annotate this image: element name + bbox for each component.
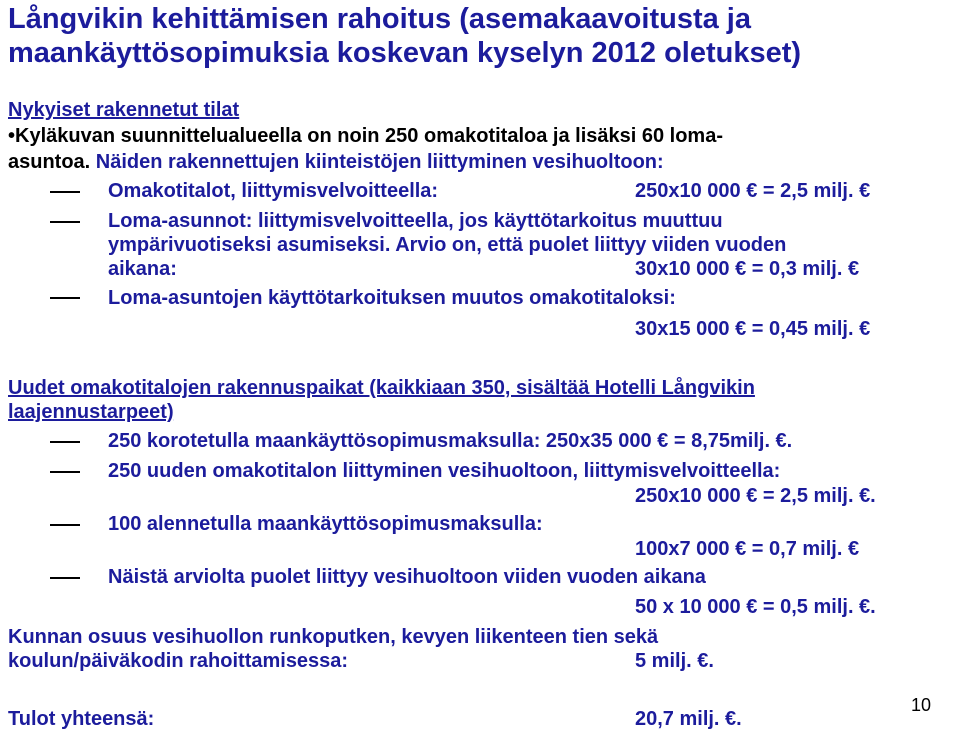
municipality-line1: Kunnan osuus vesihuollon runkoputken, kevyen liikenteen tien sekä [8, 626, 659, 648]
new-plots-item2-line1: 250 uuden omakotitalon liittyminen vesihuoltoon, liittymisvelvoitteella: [108, 460, 781, 482]
existing-item2-value: 30x10 000 € = 0,3 milj. € [635, 258, 860, 280]
bullet-dash [50, 297, 80, 299]
existing-item2-line2: ympärivuotiseksi asumiseksi. Arvio on, että puolet liittyy viiden vuoden [108, 234, 787, 256]
slide-title-line2: maankäyttösopimuksia koskevan kyselyn 2012 oletukset) [8, 37, 802, 69]
bullet-dash [50, 577, 80, 579]
municipality-line2: koulun/päiväkodin rahoittamisessa: [8, 650, 349, 672]
slide-title-line1: Långvikin kehittämisen rahoitus (asemakaavoitusta ja [8, 3, 751, 35]
existing-heading: Nykyiset rakennetut tilat [8, 99, 240, 121]
municipality-value: 5 milj. €. [635, 650, 714, 672]
existing-item1-value: 250x10 000 € = 2,5 milj. € [635, 180, 871, 202]
bullet-dash [50, 191, 80, 193]
new-plots-item3-value: 100x7 000 € = 0,7 milj. € [635, 538, 860, 560]
new-plots-item4-value: 50 x 10 000 € = 0,5 milj. €. [635, 596, 876, 618]
page-number: 10 [911, 695, 932, 715]
total-label: Tulot yhteensä: [8, 708, 155, 730]
existing-intro-line2-start: asuntoa. [8, 151, 91, 173]
existing-intro-line2-end: Näiden rakennettujen kiinteistöjen liittyminen vesihuoltoon: [90, 151, 664, 173]
new-plots-heading-line2: laajennustarpeet) [8, 401, 174, 423]
bullet-dash [50, 221, 80, 223]
existing-item2-line1: Loma-asunnot: liittymisvelvoitteella, jos käyttötarkoitus muuttuu [108, 210, 723, 232]
existing-item2-line3: aikana: [108, 258, 177, 280]
bullet-dash [50, 441, 80, 443]
existing-item3-value: 30x15 000 € = 0,45 milj. € [635, 318, 871, 340]
new-plots-heading-line1: Uudet omakotitalojen rakennuspaikat (kaikkiaan 350, sisältää Hotelli Långvikin [8, 377, 755, 399]
existing-intro-line1: •Kyläkuvan suunnittelualueella on noin 250 omakotitaloa ja lisäksi 60 loma- [8, 125, 723, 147]
new-plots-item4-line1: Näistä arviolta puolet liittyy vesihuoltoon viiden vuoden aikana [108, 566, 706, 588]
new-plots-item2-value: 250x10 000 € = 2,5 milj. €. [635, 485, 876, 507]
total-value: 20,7 milj. €. [635, 708, 742, 730]
existing-item1-label: Omakotitalot, liittymisvelvoitteella: [108, 180, 439, 202]
existing-item3-line1: Loma-asuntojen käyttötarkoituksen muutos omakotitaloksi: [108, 287, 676, 309]
existing-intro-line2 [8, 150, 664, 174]
bullet-dash [50, 524, 80, 526]
new-plots-item1: 250 korotetulla maankäyttösopimusmaksulla: 250x35 000 € = 8,75milj. €. [108, 430, 793, 452]
bullet-dash [50, 471, 80, 473]
new-plots-item3-line1: 100 alennetulla maankäyttösopimusmaksulla: [108, 513, 543, 535]
